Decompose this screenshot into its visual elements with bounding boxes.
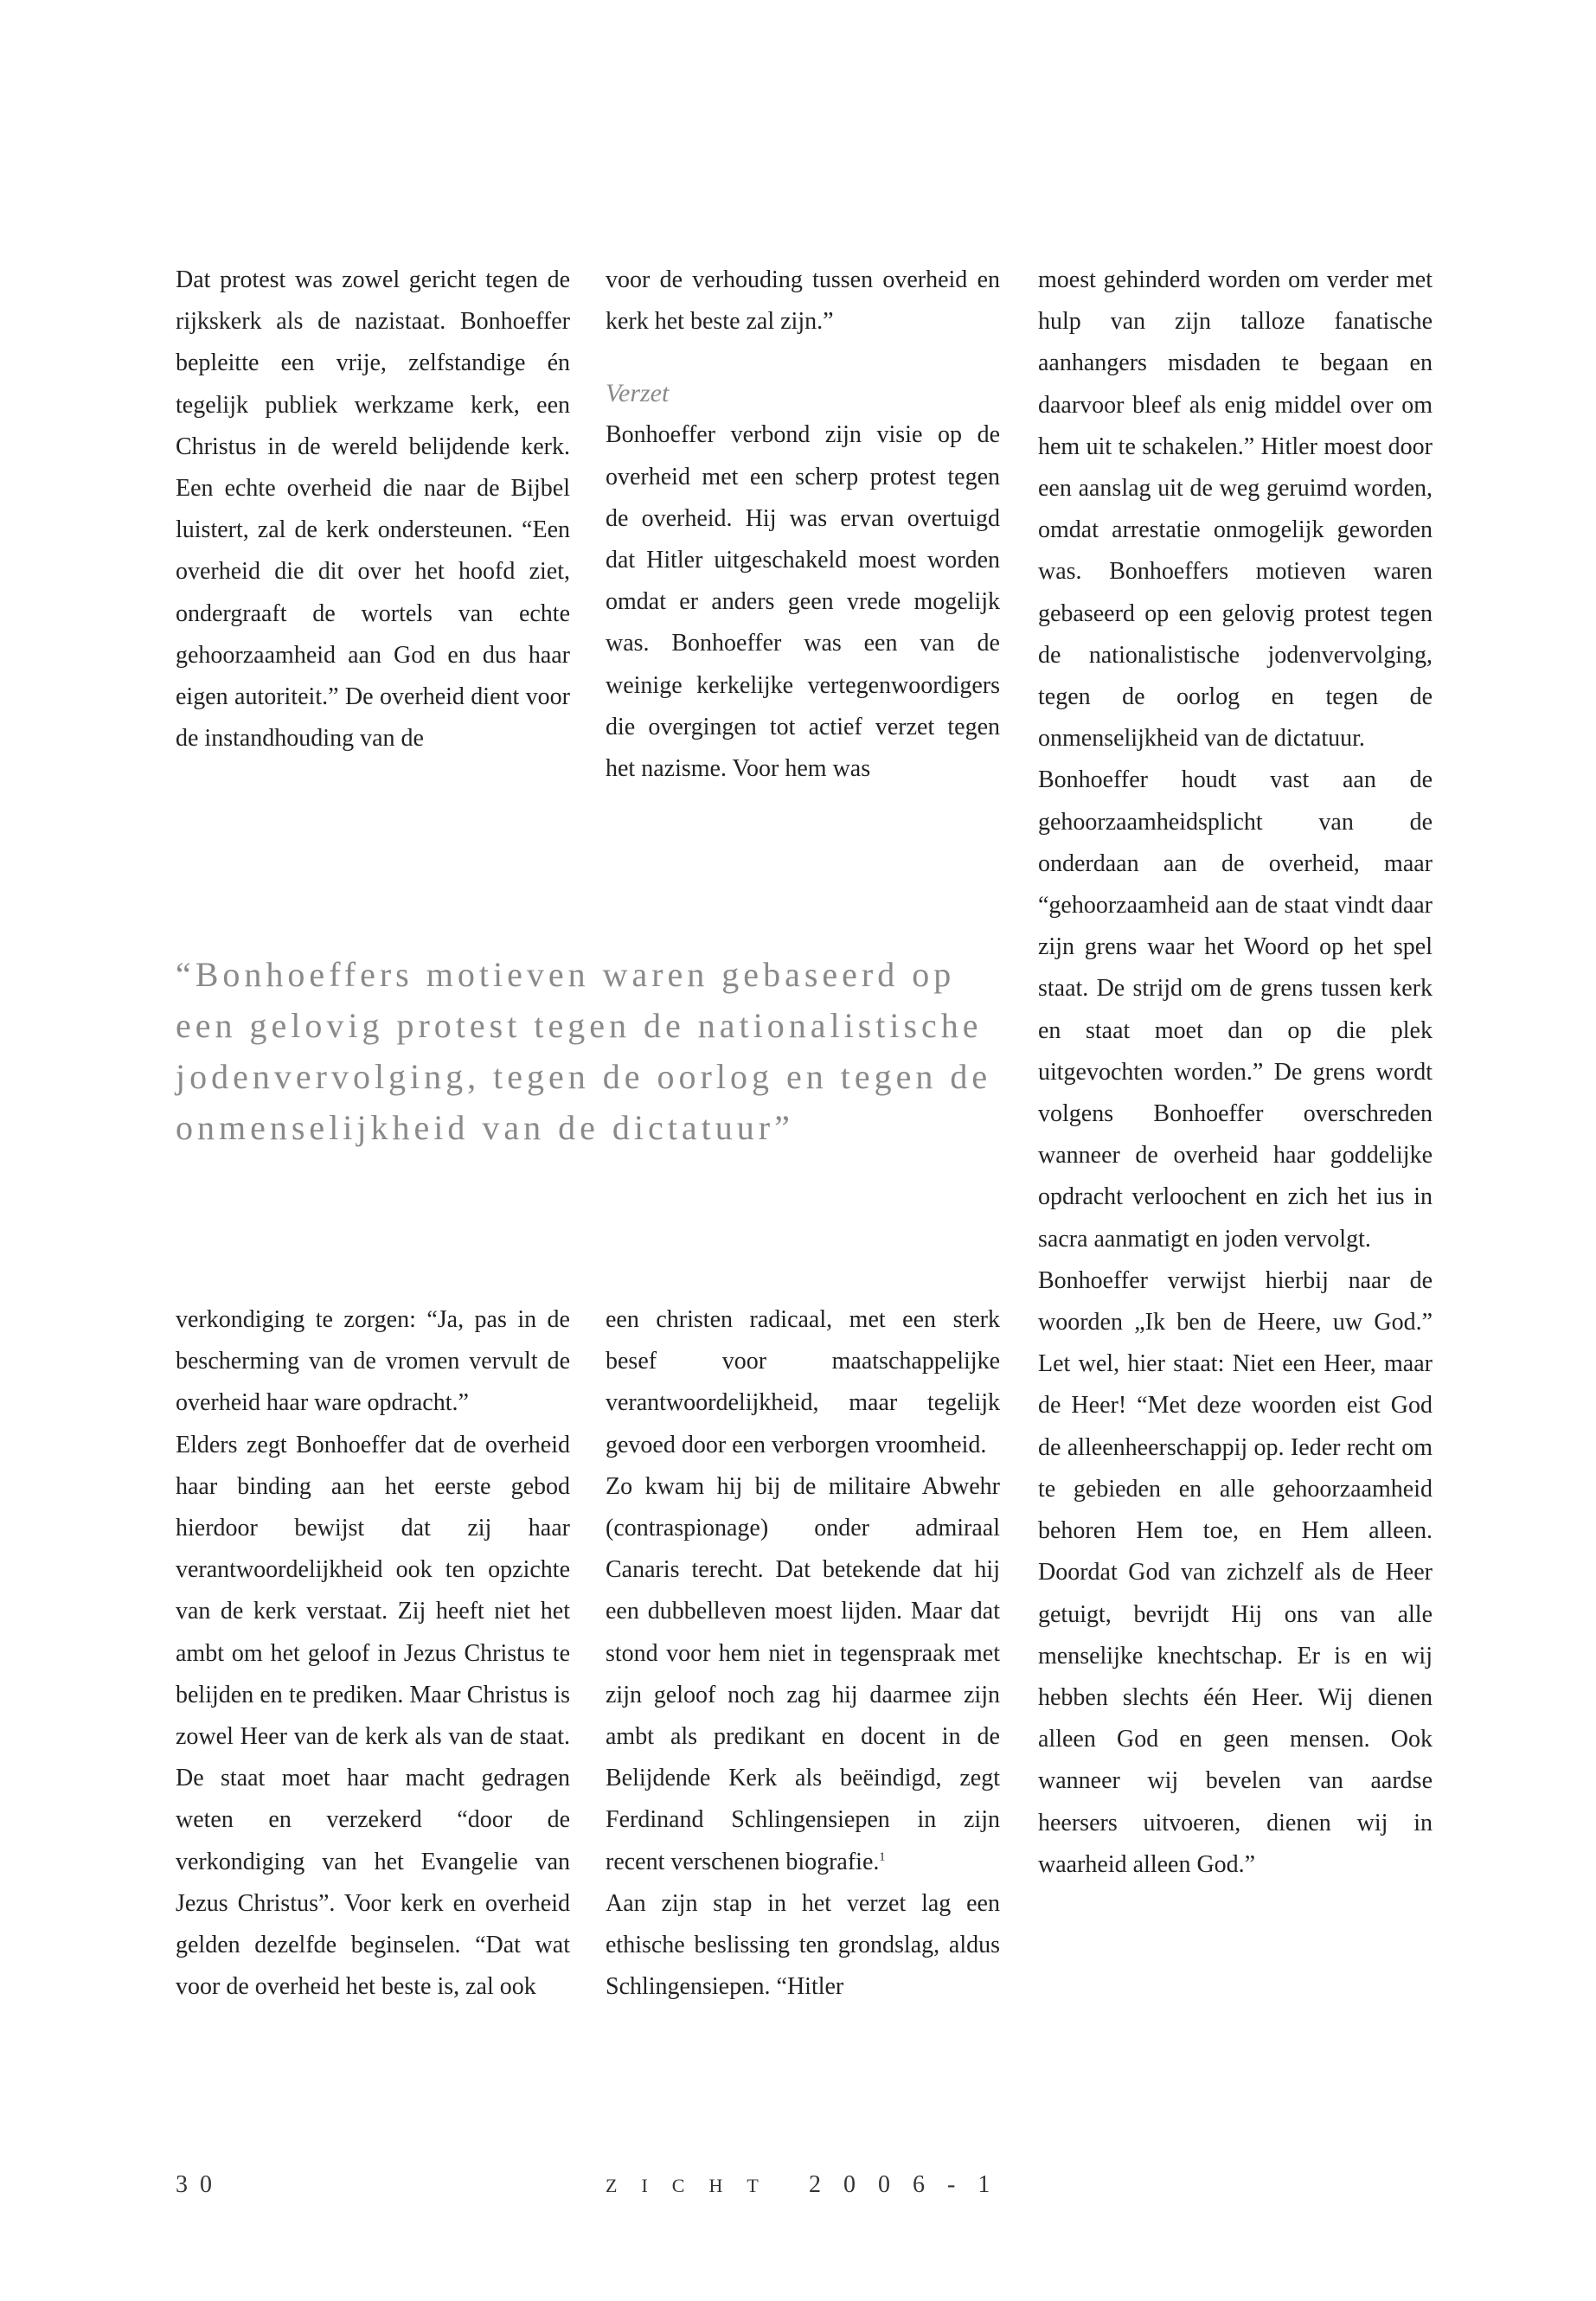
column-1-bottom [176, 1299, 570, 2008]
body-paragraph [606, 1466, 1000, 1883]
column-2-top [606, 260, 1000, 790]
body-paragraph: een christen radicaal, met een sterk besef voor maatschappelijke verantwoordelijkheid, maar tegelijk gevoed door een verborgen vroomheid. [606, 1306, 1000, 1458]
column-3 [1038, 260, 1433, 1886]
column-1-top [176, 260, 570, 760]
pull-quote: “Bonhoeffers motieven waren gebaseerd op een gelovig protest tegen de nationalistische jodenvervolging, tegen de oorlog en tegen de onmenselijkheid van de dictatuur” [176, 955, 992, 1147]
footnote-marker[interactable]: 1 [879, 1850, 886, 1864]
column-2-bottom [606, 1299, 1000, 2008]
paragraph-text: Zo kwam hij bij de militaire Abwehr (contraspionage) onder admiraal Canaris terecht. Dat betekende dat hij een dubbelleven moest lijden. Maar dat stond voor hem niet in tegenspraak met zijn geloof noch zag hij daarmee zijn ambt als predikant en docent in de Belijdende Kerk als beëindigd, zegt Ferdinand Schlingensiepen in zijn recent verschenen biografie. [606, 1472, 1000, 1875]
body-paragraph: Bonhoeffer verwijst hierbij naar de woorden „Ik ben de Heere, uw God.” Let wel, hier staat: Niet een Heer, maar de Heer! “Met deze woorden eist God de alleenheerschappij op. Ieder recht om te gebieden en alle gehoorzaamheid behoren Hem toe, en Hem alleen. Doordat God van zichzelf als de Heer getuigt, bevrijdt Hij ons van alle menselijke knechtschap. Er is en wij hebben slechts één Heer. Wij dienen alleen God en geen mensen. Ook wanneer wij bevelen van aardse heersers uitvoeren, dienen wij in waarheid alleen God.” [1038, 1266, 1433, 1878]
body-paragraph: Dat protest was zowel gericht tegen de rijkskerk als de nazistaat. Bonhoeffer bepleitte een vrije, zelfstandige én tegelijk publiek werkzame kerk, een Christus in de wereld belijdende kerk. Een echte overheid die naar de Bijbel luistert, zal de kerk ondersteunen. “Een overheid die dit over het hoofd ziet, ondergraaft de wortels van echte gehoorzaamheid aan God en dus haar eigen autoriteit.” De overheid dient voor de instandhouding van de [176, 266, 570, 753]
issue-number: 2006-1 [809, 2171, 1013, 2198]
section-heading-verzet: Verzet [606, 379, 670, 408]
body-paragraph: moest gehinderd worden om verder met hulp van zijn talloze fanatische aanhangers misdaden te begaan en daarvoor bleef als enig middel over om hem uit te schakelen.” Hitler moest door een aanslag uit de weg geruimd worden, omdat arrestatie onmogelijk geworden was. Bonhoeffers motieven waren gebaseerd op een gelovig protest tegen de nationalistische jodenvervolging, tegen de oorlog en tegen de onmenselijkheid van de dictatuur. [1038, 266, 1433, 753]
body-paragraph: voor de verhouding tussen overheid en kerk het beste zal zijn.” [606, 266, 1000, 336]
journal-name: ZICHT [606, 2175, 783, 2196]
body-paragraph: Bonhoeffer houdt vast aan de gehoorzaamheidsplicht van de onderdaan aan de overheid, maar “gehoorzaamheid aan de staat vindt daar zijn grens waar het Woord op het spel staat. De strijd om de grens tussen kerk en staat moet dan op die plek uitgevochten worden.” De grens wordt volgens Bonhoeffer overschreden wanneer de overheid haar goddelijke opdracht verloochent en zich het ius in sacra aanmatigt en joden vervolgt. [1038, 766, 1433, 1253]
body-paragraph: Elders zegt Bonhoeffer dat de overheid haar binding aan het eerste gebod hierdoor bewijst dat zij haar verantwoordelijkheid ook ten opzichte van de kerk verstaat. Zij heeft niet het ambt om het geloof in Jezus Christus te belijden en te prediken. Maar Christus is zowel Heer van de kerk als van de staat. De staat moet haar macht gedragen weten en verzekerd “door de verkondiging van het Evangelie van Jezus Christus”. Voor kerk en overheid gelden dezelfde beginselen. “Dat wat voor de overheid het beste is, zal ook [176, 1431, 570, 2001]
body-paragraph: Bonhoeffer verbond zijn visie op de overheid met een scherp protest tegen de overheid. Hij was ervan overtuigd dat Hitler uitgeschakeld moest worden omdat er anders geen vrede mogelijk was. Bonhoeffer was een van de weinige kerkelijke vertegenwoordigers die overgingen tot actief verzet tegen het nazisme. Voor hem was [606, 421, 1000, 783]
page-number: 30 [176, 2171, 224, 2198]
body-paragraph: verkondiging te zorgen: “Ja, pas in de bescherming van de vromen vervult de overheid haar ware opdracht.” [176, 1306, 570, 1417]
body-paragraph: Aan zijn stap in het verzet lag een ethische beslissing ten grondslag, aldus Schlingensiepen. “Hitler [606, 1889, 1000, 2001]
